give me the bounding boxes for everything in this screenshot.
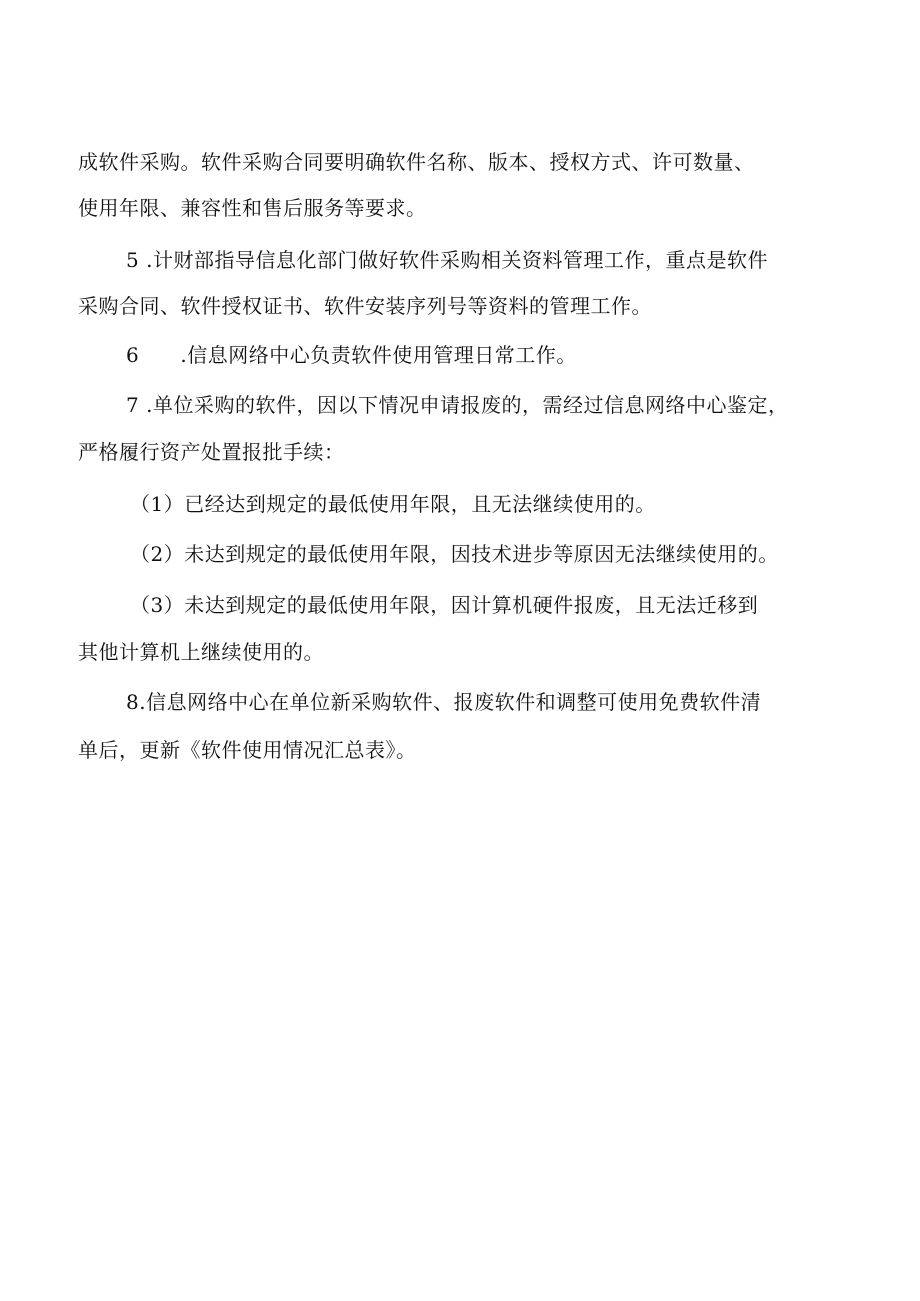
- text-line: 7 .单位采购的软件，因以下情况申请报废的，需经过信息网络中心鉴定，: [126, 393, 789, 417]
- text-line: （2）未达到规定的最低使用年限，因技术进步等原因无法继续使用的。: [130, 542, 779, 566]
- text-line: （3）未达到规定的最低使用年限，因计算机硬件报废，且无法迁移到: [130, 593, 759, 617]
- text-line: 单后，更新《软件使用情况汇总表》。: [78, 738, 417, 762]
- text-line: 6 .信息网络中心负责软件使用管理日常工作。: [126, 343, 577, 367]
- text-line: 8.信息网络中心在单位新采购软件、报废软件和调整可使用免费软件清: [126, 690, 762, 714]
- text-line: 成软件采购。软件采购合同要明确软件名称、版本、授权方式、许可数量、: [78, 150, 755, 174]
- text-line: 严格履行资产处置报批手续：: [78, 440, 345, 464]
- text-line: 5 .计财部指导信息化部门做好软件采购相关资料管理工作，重点是软件: [126, 248, 768, 272]
- text-line: 采购合同、软件授权证书、软件安装序列号等资料的管理工作。: [78, 294, 652, 318]
- text-line: （1）已经达到规定的最低使用年限，且无法继续使用的。: [130, 492, 656, 516]
- text-line: 其他计算机上继续使用的。: [78, 640, 324, 664]
- text-line: 使用年限、兼容性和售后服务等要求。: [78, 196, 427, 220]
